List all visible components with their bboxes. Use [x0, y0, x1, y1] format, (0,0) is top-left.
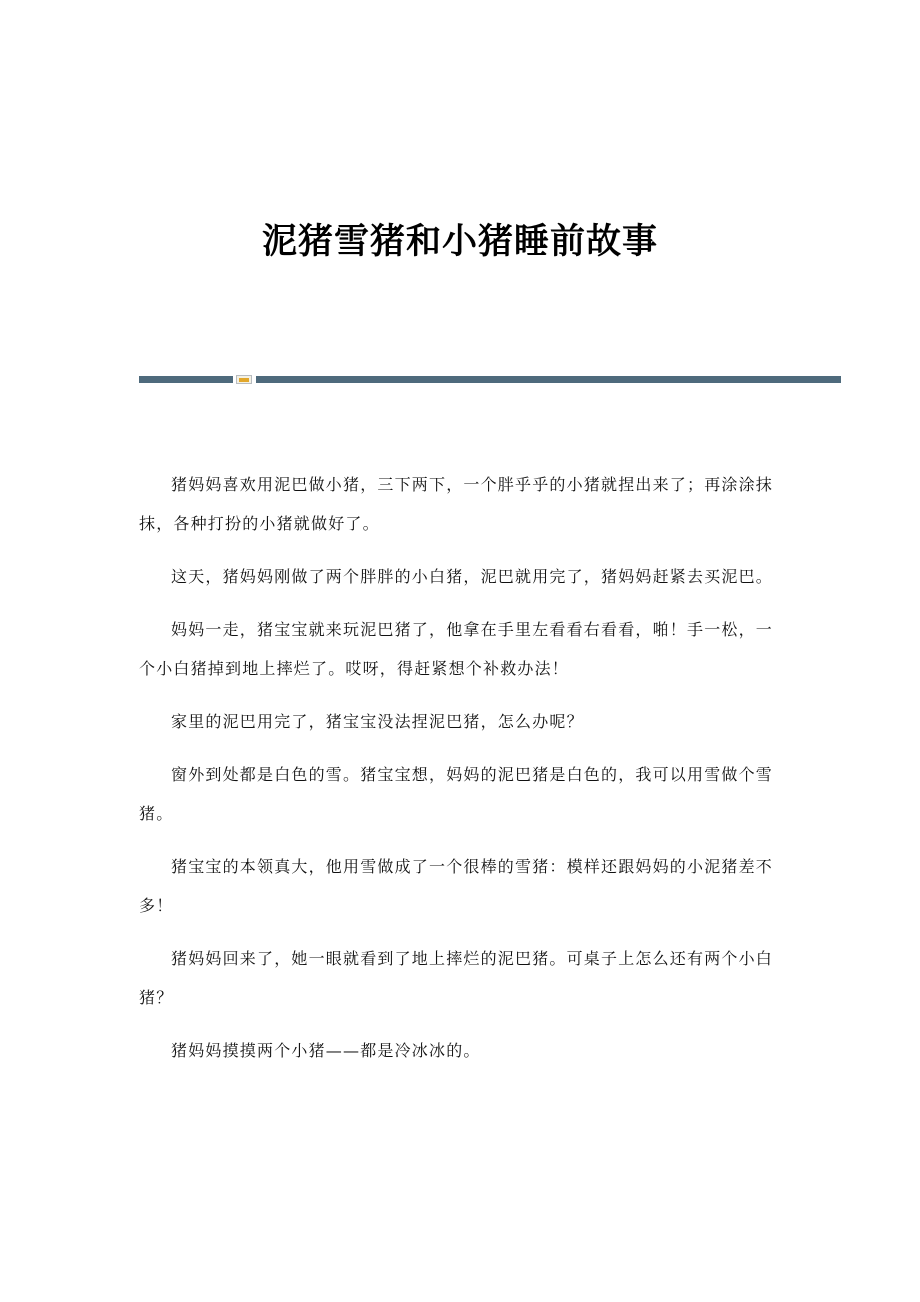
story-body [139, 465, 773, 1084]
paragraph: 妈妈一走，猪宝宝就来玩泥巴猪了，他拿在手里左看看右看看，啪！手一松，一个小白猪掉到地上摔烂了。哎呀，得赶紧想个补救办法！ [139, 620, 774, 678]
title-divider [139, 375, 841, 384]
paragraph: 猪妈妈喜欢用泥巴做小猪，三下两下，一个胖乎乎的小猪就捏出来了；再涂涂抹抹，各种打扮的小猪就做好了。 [139, 475, 774, 533]
paragraph: 猪妈妈摸摸两个小猪——都是冷冰冰的。 [171, 1041, 481, 1060]
paragraph: 猪妈妈回来了，她一眼就看到了地上摔烂的泥巴猪。可桌子上怎么还有两个小白猪？ [139, 949, 774, 1007]
paragraph: 这天，猪妈妈刚做了两个胖胖的小白猪，泥巴就用完了，猪妈妈赶紧去买泥巴。 [171, 567, 774, 586]
divider-bar-left [139, 376, 233, 383]
paragraph: 猪宝宝的本领真大，他用雪做成了一个很棒的雪猪：模样还跟妈妈的小泥猪差不多！ [139, 857, 774, 915]
document-title: 泥猪雪猪和小猪睡前故事 [261, 221, 658, 262]
divider-bar-right [256, 376, 841, 383]
paragraph: 窗外到处都是白色的雪。猪宝宝想，妈妈的泥巴猪是白色的，我可以用雪做个雪猪。 [139, 765, 774, 823]
paragraph: 家里的泥巴用完了，猪宝宝没法捏泥巴猪，怎么办呢？ [171, 712, 584, 731]
divider-ornament-icon [236, 375, 252, 384]
